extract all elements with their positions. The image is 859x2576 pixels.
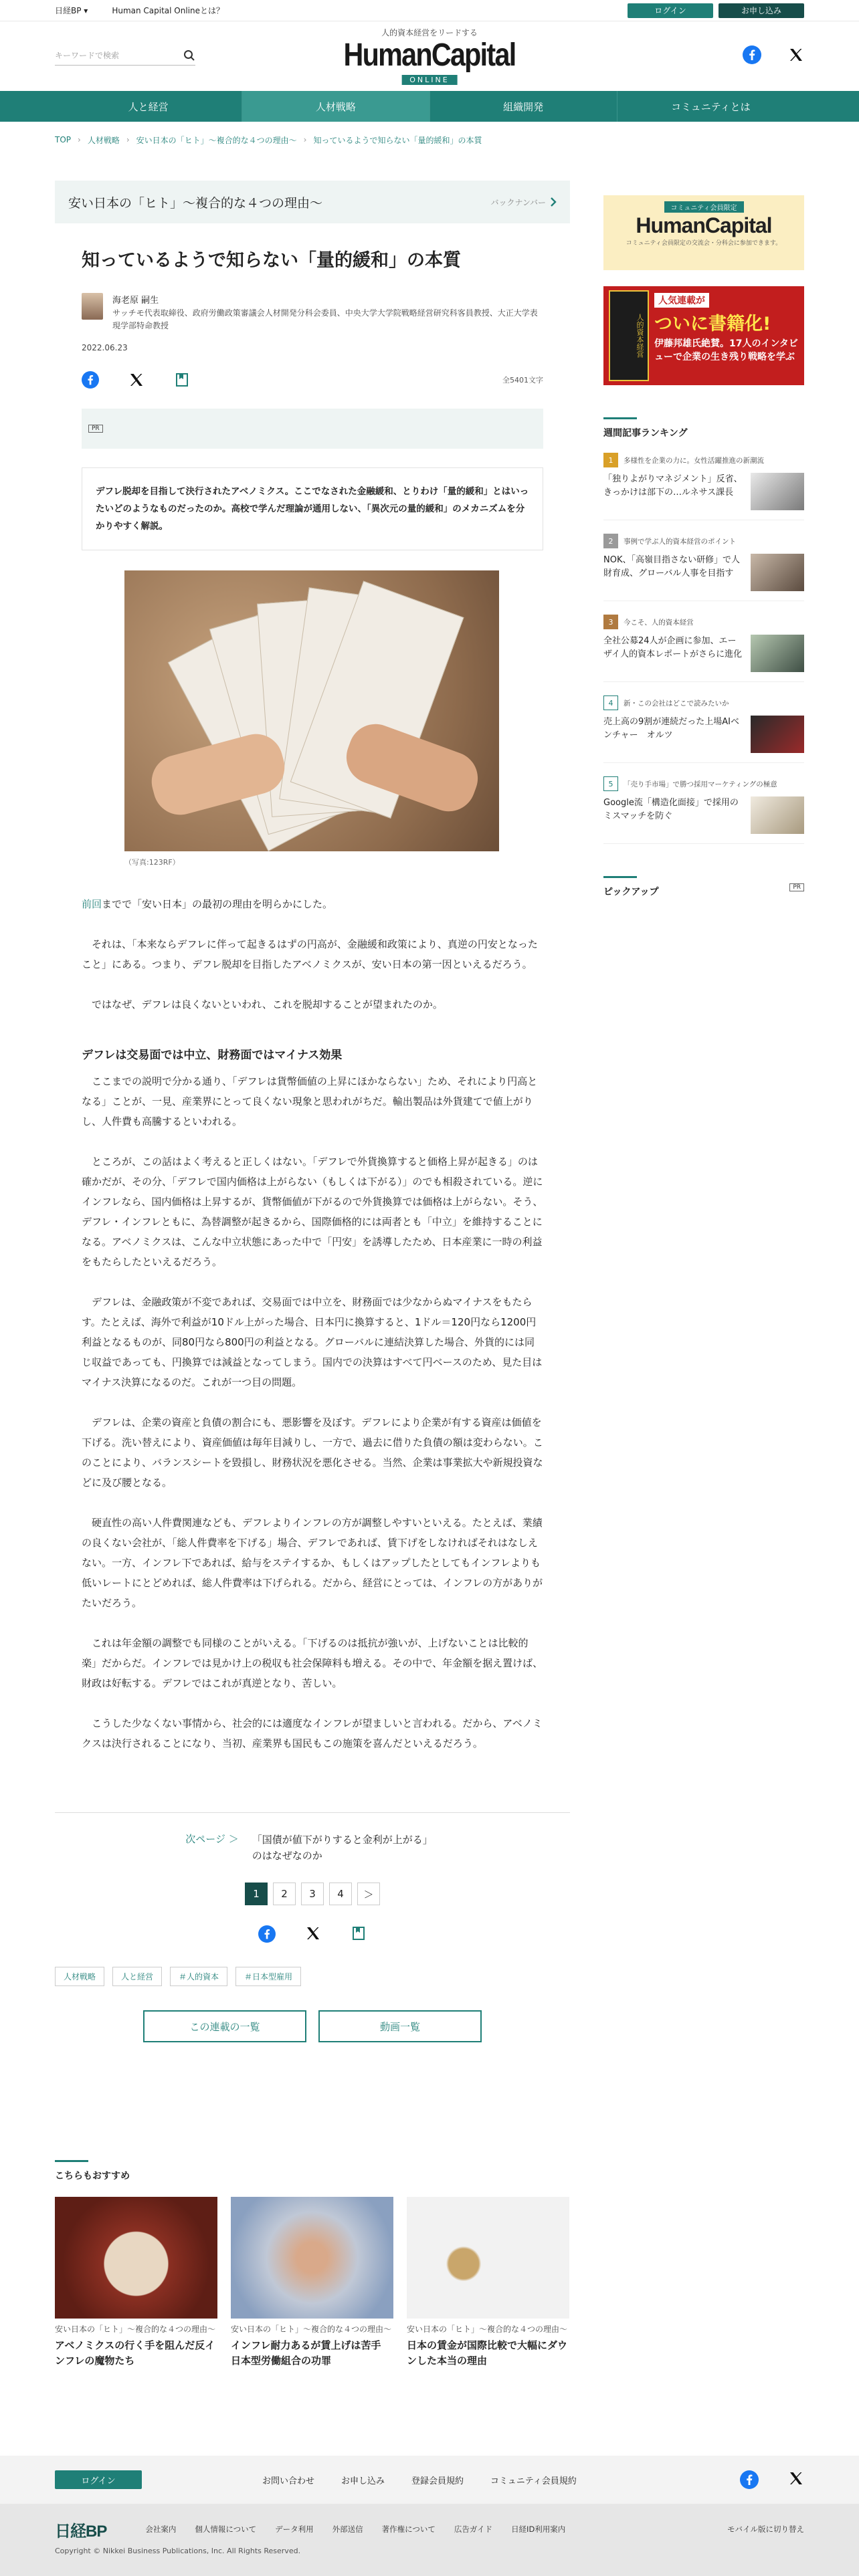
facebook-icon[interactable] [740,2470,759,2489]
nikkei-bp-logo[interactable]: 日経BP [55,2522,107,2541]
rank-kicker: 今こそ、人的資本経営 [624,618,694,627]
page-2[interactable]: 2 [273,1883,296,1905]
ranking-item[interactable] [603,534,804,601]
article-lead: デフレ脱却を目指して決行されたアベノミクス。ここでなされた金融緩和、とりわけ「量的緩和」とはいったいどのようなものだったのか。高校で学んだ理論が通用しない、「異次元の量的緩和」のメカニズムを分かりやすく解説。 [82,467,543,550]
next-page-title[interactable]: 「国債が値下がりすると金利が上がる」のはなぜなのか [252,1834,433,1862]
pagination [55,1883,570,1905]
banner-tag: コミュニティ会員限定 [664,201,744,213]
pr-badge: PR [789,883,804,891]
article-column [55,181,570,2042]
main-nav [0,91,859,122]
ranking-item[interactable] [603,453,804,520]
recommend-card[interactable] [55,2197,217,2369]
search-box[interactable] [55,45,195,66]
book-headline: ついに書籍化! [654,314,771,334]
footer-login-button[interactable]: ログイン [55,2470,142,2489]
bookmark-icon[interactable] [351,1925,367,1943]
nav-community[interactable]: コミュニティとは [671,100,751,113]
banner-logo: HumanCapital [636,213,772,237]
footer-bottom [0,2504,859,2576]
rank-number: 2 [603,534,618,548]
ranking-item[interactable] [603,615,804,682]
rank-thumbnail [751,716,804,753]
paragraph: ところが、この話はよく考えると正しくはない。「デフレで外貨換算すると価格上昇が起きる」のは確かだが、その分、「デフレで国内価格は上がらない（もしくは下がる）」のでも相殺されている。逆にインフレなら、国内価格は上昇するが、貨幣価値が下がるので外貨換算では価格は上がらない。そう、デフレ・インフレともに、為替調整が起きるから、国際価格的には両者とも「中立」を維持することになる。アベノミクスは、こんな中立状態にあった中で「円安」を誘導したため、日本産業に一時の利益をもたらしたといえるだろう。 [82,1156,543,1268]
recommend-title: こちらもおすすめ [55,2160,88,2182]
tag[interactable]: ＃日本型雇用 [235,1967,301,1986]
footer-link-company[interactable]: 会社案内 [145,2525,177,2534]
book-banner[interactable] [603,286,804,385]
back-numbers-link[interactable]: バックナンバー [490,197,557,208]
breadcrumb-category[interactable]: 人材戦略 [87,135,120,145]
share-bar-bottom [55,1925,570,1943]
divider [55,1812,570,1813]
tag[interactable]: ＃人的資本 [170,1967,227,1986]
rank-number: 5 [603,776,618,791]
tag[interactable]: 人と経営 [112,1967,162,1986]
photo-caption: （写真:123RF） [124,858,180,867]
recommend-card[interactable] [407,2197,569,2369]
recommend-image [231,2197,393,2319]
facebook-icon[interactable] [743,45,761,64]
rank-thumbnail [751,635,804,672]
book-badge: 人気連載が [654,293,709,308]
ranking-list [603,453,804,844]
series-header [55,181,570,223]
logo-wordmark: HumanCapital [343,37,516,73]
rank-kicker: 事例で学ぶ人的資本経営のポイント [624,537,736,546]
footer-link-nikkei-id[interactable]: 日経ID利用案内 [511,2525,566,2534]
rank-number: 4 [603,695,618,710]
recommend-image [55,2197,217,2319]
rank-title[interactable]: 全社公募24人が企画に参加、エーザイ人的資本レポートがさらに進化 [603,636,743,659]
footer-top [0,2456,859,2504]
nav-talent-strategy[interactable]: 人材戦略 [242,91,430,122]
tag-list [55,1967,570,1986]
paragraph: デフレは、企業の資産と負債の割合にも、悪影響を及ぼす。デフレにより企業が有する資産は価値を下げる。洗い替えにより、資産価値は毎年目減りし、一方で、過去に借りた負債の額は変わらない。このことにより、バランスシートを毀損し、財務状況を悪化させる。当然、企業は事業拡大や新規投資などに及び腰となる。 [82,1416,543,1489]
site-logo[interactable] [330,27,530,85]
search-icon[interactable] [183,49,195,62]
logo-tagline: 人的資本経営をリードする [381,28,478,37]
paragraph: 前回までで「安い日本」の最初の理由を明らかにした。 [82,898,333,910]
utility-bar [0,0,859,21]
pr-banner[interactable] [82,409,543,449]
article-photo [124,570,499,851]
tag[interactable]: 人材戦略 [55,1967,104,1986]
bookmark-icon[interactable] [174,372,190,388]
page-next[interactable]: ＞ [357,1883,380,1905]
rank-title[interactable]: Google流「構造化面接」で採用のミスマッチを防ぐ [603,798,739,821]
pickup-header [603,876,804,898]
breadcrumb-chevron-icon: › [303,135,307,144]
footer-link-external[interactable]: 外部送信 [332,2525,363,2534]
page-1[interactable]: 1 [245,1883,268,1905]
x-share-icon[interactable] [305,1925,321,1943]
facebook-share-icon[interactable] [258,1925,276,1943]
breadcrumb-chevron-icon: › [78,135,81,144]
paragraph: こうした少なくない事情から、社会的には適度なインフレが望ましいと言われる。だから、アベノミクスは決行されることになり、当初、産業界も国民もこの施策を喜んだといえるだろう。 [82,1717,543,1749]
author-avatar [82,293,103,320]
mobile-switch-link[interactable]: モバイル版に切り替え [727,2525,804,2534]
ranking-title: 週間記事ランキング [603,417,637,439]
rank-thumbnail [751,473,804,510]
x-share-icon[interactable] [128,372,145,388]
page-4[interactable]: 4 [329,1883,352,1905]
recommend-title-text[interactable]: 日本の賃金が国際比較で大幅にダウンした本当の理由 [407,2339,568,2367]
breadcrumb-series[interactable]: 安い日本の「ヒト」～複合的な４つの理由～ [136,135,297,145]
nav-people-management[interactable]: 人と経営 [55,91,242,122]
breadcrumb-chevron-icon: › [126,135,130,144]
share-bar [82,371,543,389]
article-title: 知っているようで知らない「量的緩和」の本質 [82,250,461,271]
paragraph: ここまでの説明で分かる通り、「デフレは貨幣価値の上昇にほかならない」ため、それにより円高となる」ことが、一見、産業界にとって良くない現象と思われがちだ。輸出製品は外貨建てで値上がりし、人件費も高騰するといわれる。 [82,1075,538,1128]
site-header [0,21,859,91]
previous-article-link[interactable]: 前回 [82,898,102,910]
recommend-series: 安い日本の「ヒト」～複合的な４つの理由～ [55,2325,216,2334]
next-page[interactable] [55,1832,570,1864]
recommend-series: 安い日本の「ヒト」～複合的な４つの理由～ [231,2325,392,2334]
about-link[interactable]: Human Capital Onlineとは？ [112,6,225,15]
next-page-label[interactable]: 次ページ ＞ [185,1833,239,1845]
series-list-button[interactable]: この連載の一覧 [143,2010,306,2042]
footer-link-data[interactable]: データ利用 [275,2525,314,2534]
footer-link-copyright[interactable]: 著作権について [381,2525,436,2534]
rank-kicker: 新・この会社はどこで読みたいか [624,699,729,708]
rank-thumbnail [751,796,804,834]
footer-link-contact[interactable]: お問い合わせ [262,2476,315,2486]
breadcrumb [0,122,859,158]
community-banner[interactable] [603,195,804,270]
series-title[interactable]: 安い日本の「ヒト」～複合的な４つの理由～ [68,195,323,211]
apply-button[interactable]: お申し込み [719,3,804,18]
paragraph: それは、「本来ならデフレに伴って起きるはずの円高が、金融緩和政策により、真逆の円安となったこと」にある。つまり、デフレ脱却を目指したアベノミクスが、安い日本の第一因といえるだろう。 [82,938,538,970]
rank-thumbnail [751,554,804,591]
author-bio: サッチモ代表取締役、政府労働政策審議会人材開発分科会委員、中央大学大学院戦略経営研究科客員教授、大正大学表現学部特命教授 [112,308,538,330]
footer-link-member-terms[interactable]: 登録会員規約 [411,2476,464,2486]
search-input[interactable]: キーワードで検索 [55,51,120,60]
page-3[interactable]: 3 [301,1883,324,1905]
pickup-title: ピックアップ [603,876,637,898]
footer-link-community-terms[interactable]: コミュニティ会員規約 [490,2476,577,2486]
facebook-share-icon[interactable] [82,371,99,389]
pr-badge: PR [88,425,103,433]
recommend-series: 安い日本の「ヒト」～複合的な４つの理由～ [407,2325,568,2334]
video-list-button[interactable]: 動画一覧 [318,2010,482,2042]
author-block [82,293,543,332]
footer-link-privacy[interactable]: 個人情報について [195,2525,257,2534]
breadcrumb-current: 知っているようで知らない「量的緩和」の本質 [313,135,482,145]
rank-title[interactable]: 売上高の9割が連続だった上場AIベンチャー オルツ [603,717,739,740]
footer-link-apply[interactable]: お申し込み [341,2476,385,2486]
x-icon[interactable] [788,47,804,63]
rank-kicker: 「売り手市場」で勝つ採用マーケティングの極意 [624,780,777,788]
rank-title[interactable]: 「独りよがりマネジメント」反省、きっかけは部下の…ルネサス課長 [603,474,743,498]
recommendations [55,2160,570,2369]
sidebar [603,195,804,898]
section-heading: デフレは交易面では中立、財務面ではマイナス効果 [82,1049,343,1062]
nikkei-bp-menu[interactable]: 日経BP ▾ [55,6,88,15]
paragraph: ではなぜ、デフレは良くないといわれ、これを脱却することが望まれたのか。 [92,998,443,1010]
x-icon[interactable] [788,2470,804,2489]
paragraph: これは年金額の調整でも同様のことがいえる。「下げるのは抵抗が強いが、上げないことは比較的楽」だからだ。インフレでは見かけ上の税収も社会保障料も増える。その中で、年金額を据え置けば、財政は好転する。デフレではこれが真逆となり、苦しい。 [82,1637,543,1689]
copyright: Copyright © Nikkei Business Publications, Inc. All Rights Reserved. [55,2547,301,2555]
book-description: 伊藤邦雄氏絶賛。17人のインタビューで企業の生き残り戦略を学ぶ [654,338,798,362]
publish-date: 2022.06.23 [82,343,128,352]
nav-org-development[interactable]: 組織開発 [430,91,617,122]
ranking-item[interactable] [603,776,804,844]
footer-link-ad-guide[interactable]: 広告ガイド [454,2525,493,2534]
rank-number: 3 [603,615,618,629]
paragraph: 硬直性の高い人件費関連なども、デフレよりインフレの方が調整しやすいといえる。たとえば、業績の良くない会社が、「総人件費率を下げる」場合、デフレであれば、賃下げをしなければそれはなしえない。一方、インフレ下であれば、給与をステイするか、もしくはアップしたとしてもインフレよりも低いレートにとどめれば、総人件費率は下げられる。だから、経営にとっては、インフレの方がありがたいだろう。 [82,1517,543,1609]
logo-online: ONLINE [401,75,457,85]
chevron-right-icon [550,197,557,207]
login-button[interactable]: ログイン [628,3,713,18]
recommend-image [407,2197,569,2319]
rank-title[interactable]: NOK、「高嶺目指さない研修」で人財育成、グローバル人事を目指す [603,555,740,578]
char-count: 全5401文字 [502,376,543,385]
ranking-item[interactable] [603,695,804,763]
banner-subtext: コミュニティ会員限定の交流会・分科会に参加できます。 [626,240,782,247]
author-name: 海老原 嗣生 [112,296,159,306]
recommend-title-text[interactable]: アベノミクスの行く手を阻んだ反インフレの魔物たち [55,2339,215,2367]
paragraph: デフレは、金融政策が不変であれば、交易面では中立を、財務面では少なからぬマイナスをもたらす。たとえば、海外で利益が10ドル上がった場合、日本円に換算すると、1ドル＝120円なら1200円利益となるものが、同80円なら800円の利益となる。グローバルに連結決算した場合、外貨的には同じ収益であっても、円換算では減益となってしまう。国内での決算はすべて円ベースのため、見た目はマイナス決算になるのだ。これが一つ目の問題。 [82,1296,543,1388]
rank-number: 1 [603,453,618,467]
rank-kicker: 多様性を企業の力に。女性活躍推進の新潮流 [624,456,764,465]
breadcrumb-top[interactable]: TOP [55,135,72,144]
recommend-title-text[interactable]: インフレ耐力あるが賃上げは苦手 日本型労働組合の功罪 [231,2339,391,2367]
recommend-card[interactable] [231,2197,393,2369]
book-cover: 人的資本経営 [609,290,649,381]
